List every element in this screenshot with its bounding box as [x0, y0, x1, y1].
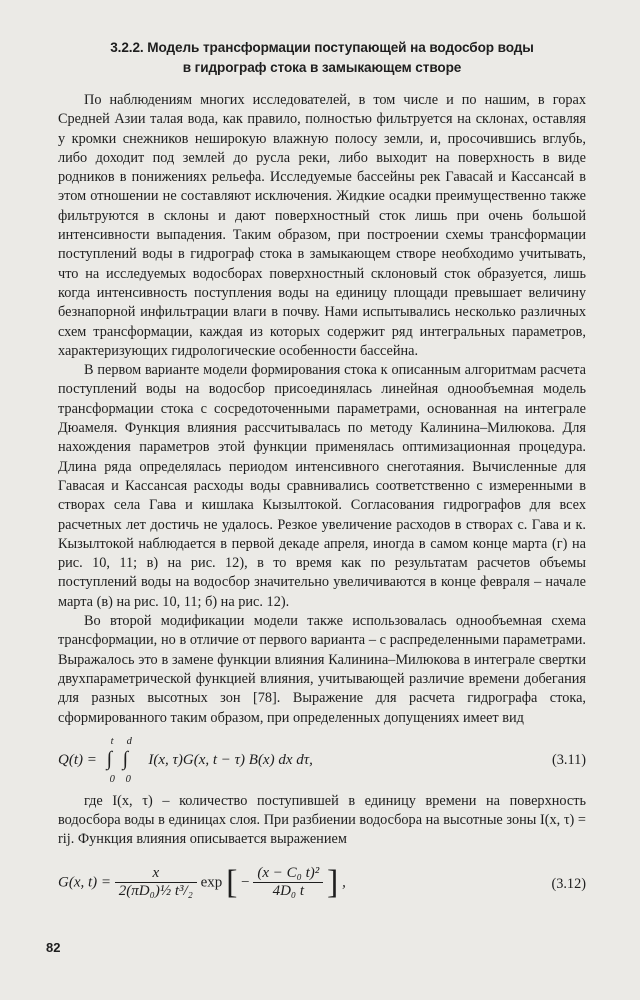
- eq2-lhs: G(x, t) =: [58, 874, 112, 891]
- paragraph-3: Во второй модификации модели также использовалась однообъемная схема трансформации, но в отличие от первого варианта – с распределенными параметрами. Выражалось это в замене функции влияния Калинина–Милюкова в интеграле свертки двухпараметрической функцией влияния, учитывающей различие времени добегания для разных высотных зон [78]. Выражение для расчета гидрографа стока, сформированного таким образом, при определенных допущениях имеет вид: [58, 613, 586, 726]
- page-number: 82: [46, 940, 61, 955]
- eq2-inner-denominator: 4D₀ t: [272, 883, 305, 900]
- heading-line-2: в гидрограф стока в замыкающем створе: [182, 60, 462, 75]
- left-bracket: [: [226, 863, 238, 901]
- eq1-upper-d: d: [126, 735, 132, 747]
- eq2-exp: exp: [200, 874, 223, 891]
- eq2-numerator: x: [115, 865, 197, 883]
- eq1-integrand: I(x, τ)G(x, t − τ) B(x) dx dτ,: [148, 751, 313, 768]
- integral-sign-1: ∫: [106, 747, 113, 770]
- right-bracket: ]: [327, 863, 339, 901]
- eq2-denominator: 2(πD₀)½ t³/₂: [118, 883, 193, 900]
- eq2-trailing-comma: ,: [342, 874, 346, 891]
- eq2-inner-fraction: [253, 865, 323, 900]
- eq1-lower-1: 0: [109, 773, 115, 785]
- heading-line-1: 3.2.2. Модель трансформации поступающей на водосбор воды: [110, 40, 534, 55]
- eq1-number: (3.11): [551, 751, 586, 768]
- eq2-fraction: [115, 865, 197, 900]
- section-heading: [58, 38, 586, 78]
- paragraph-2: В первом варианте модели формирования стока к описанным алгоритмам расчета поступлений воды на водосбор присоединялась линейная однообъемная модель трансформации стока с сосредоточенными параметрами, основанная на интеграле Дюамеля. Функция влияния рассчитывалась по методу Калинина–Милюкова. Для нахождения параметров этой функции применялась оптимизационная процедура. Длина ряда определялась периодом интенсивного снеготаяния. Вычисленные для Гавасая и Кассансая расходы воды сравнивались соответственно с измеренными в створах села Гава и кишлака Кызылтокой. Согласования гидрографов для всех расчетных лет достичь не удалось. Резкое увеличение расходов в створах с. Гава и к. Кызылтокой наблюдается в первой декаде апреля, иногда в самом конце марта (г) на рис. 10, 11; в) на рис. 12), в то время как по результатам расчетов объемы поступлений воды на водосбор значительно увеличиваются в конце февраля – начале марта (в) на рис. 10, 11; б) на рис. 12).: [58, 362, 586, 610]
- paragraph-after-eq1: где I(x, τ) – количество поступившей в единицу времени на поверхность водосбора воды в единицах слоя. При разбиении водосбора на высотные зоны I(x, τ) = rij. Функция влияния описывается выражением: [58, 792, 586, 848]
- eq2-minus: −: [241, 874, 250, 891]
- equation-3-12: [58, 858, 586, 916]
- eq1-upper-t: t: [110, 735, 114, 747]
- equation-3-11: [58, 735, 586, 785]
- eq1-lhs: Q(t) =: [58, 751, 97, 768]
- paragraph-1: По наблюдениям многих исследователей, в том числе и по нашим, в горах Средней Азии талая вода, как правило, полностью фильтруется на склонах, оставляя у кромки снежников неширокую влажную полосу земли, и, просочившись вглубь, либо доходит под землей до русла реки, либо выходит на поверхность в виде родников в понижениях рельефа. Исследуемые бассейны рек Гавасай и Кассансай в этом отношении не составляют исключения. Жидкие осадки преимущественно также фильтруются в склоны и дают поверхностный сток лишь при очень большой интенсивности выпадения. Таким образом, при построении схемы трансформации поступлений воды в гидрограф стока в замыкающем створе необходимо учитывать, что на исследуемых водосборах поверхностный склоновый сток образуется, лишь когда интенсивность поступления воды на единицу площади превышает величину безнапорной инфильтрации влаги в почву. Нами испытывались несколько различных схем трансформации, каждая из которых содержит ряд интегральных параметров, характеризующих гидрологические особенности бассейна.: [58, 92, 586, 359]
- integral-sign-2: ∫: [122, 747, 129, 770]
- body-text: [58, 91, 586, 916]
- eq1-lower-2: 0: [125, 773, 131, 785]
- eq2-inner-numerator: (x − C₀ t)²: [253, 865, 323, 883]
- eq2-number: (3.12): [551, 875, 586, 892]
